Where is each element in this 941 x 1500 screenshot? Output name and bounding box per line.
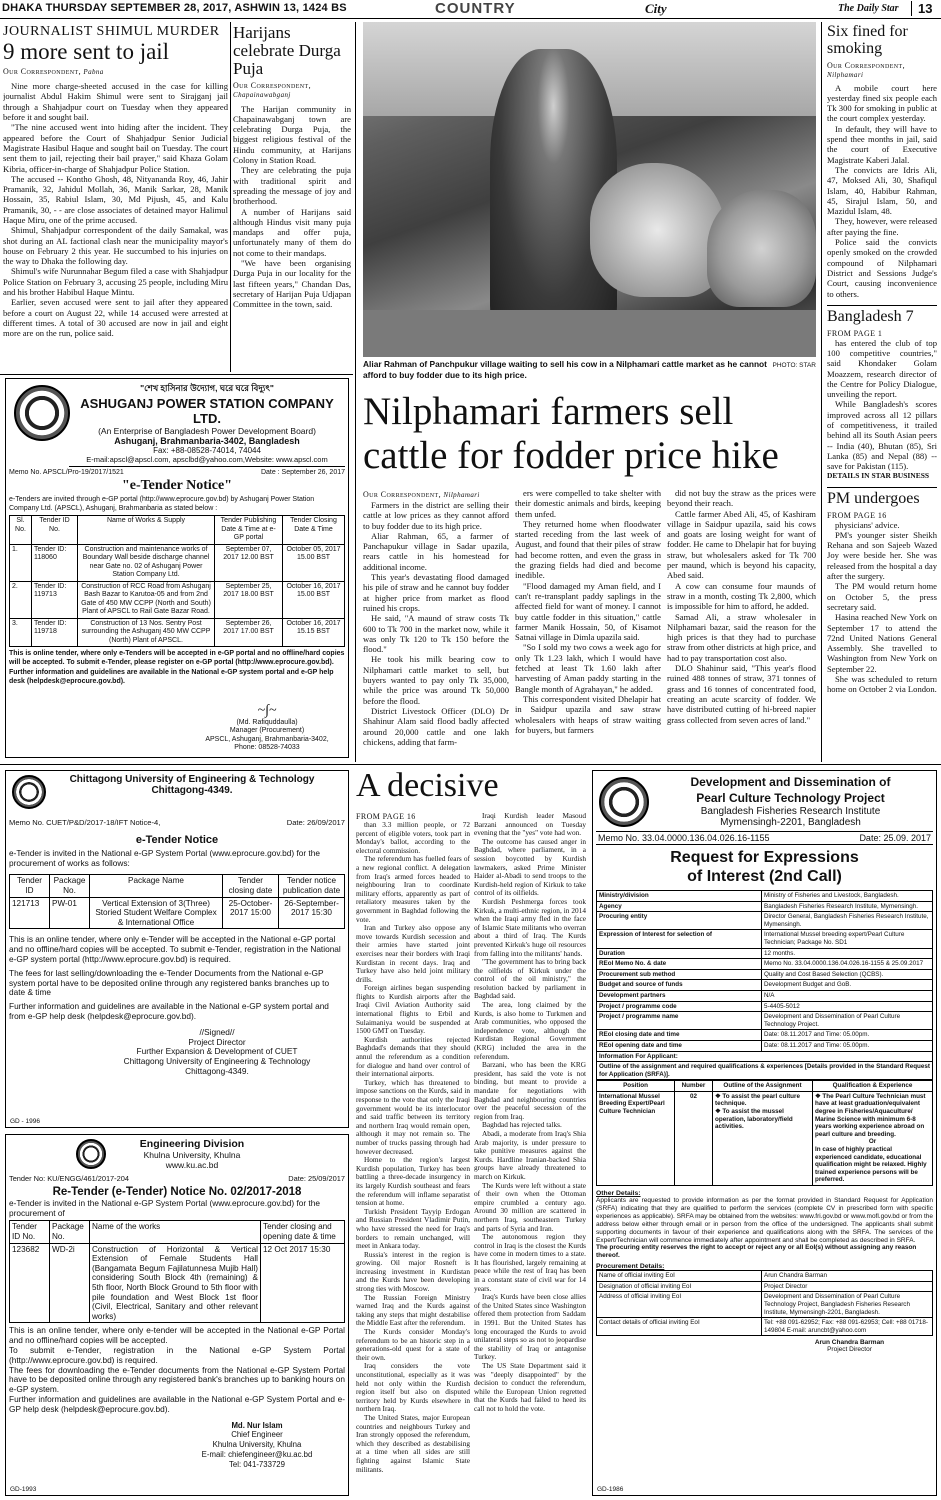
photo-caption: PHOTO: STAR Aliar Rahman of Panchpukur village waiting to sell his cow in a Nilphamari cattle market as he cannot afford to buy fodder due to its high price. bbox=[363, 359, 816, 380]
notice-para: Further information and guidelines are available in the National e-GP system portal and from e-GP help desk (helpdesk@eprocure.gov.bd). bbox=[9, 1001, 329, 1021]
subsection-name: City bbox=[645, 1, 667, 16]
notice-note: Further information and guidelines are available in the National e-GP system portal and e-GP help desk (helpdesk@eprocure.gov.bd). bbox=[9, 669, 334, 685]
notice-title: Re-Tender (e-Tender) Notice No. 02/2017-2018 bbox=[52, 1185, 302, 1198]
company-email: E-mail:apscl@apscl.com, apsclbd@yahoo.com,Website: www.apscl.com bbox=[69, 455, 345, 467]
procurement-table bbox=[596, 1270, 933, 1336]
org-city: Chittagong-4349. bbox=[151, 785, 233, 796]
notice-title: "e-Tender Notice" bbox=[121, 478, 233, 493]
story-headline: A decisive bbox=[356, 768, 499, 804]
apscl-logo-icon bbox=[14, 385, 70, 441]
ad-slogan: "শেখ হাসিনার উদ্যোগ, ঘরে ঘরে বিদ্যুৎ" bbox=[140, 383, 274, 393]
notice-para: The fees for last selling/downloading the e-Tender Documents from the National e-GP system portal have to be deposited online through any registered banks branches up to date & time bbox=[9, 967, 330, 998]
story-body: Nine more charge-sheeted accused in the case for killing journalist Abdul Hakim Shimul were sent to Sirajganj jail through a Shahjadpur court on Tuesday when they appeared before it and sought bail. "The nine accused went into hiding after the incident. They appeared before the Court of Shahjadpur Senior Judicial Magistrate Hasibul Haque and sought bail on Tuesday. The court sent them to jail, rejecting their bail prayer," said Khaza Golam Kibria, officer-in-charge of Shahjadpur Police Station. The accused -- Kontho Ghosh, 48, Nityananda Roy, 46, Jahir Pramanik, 32, Jahidul Mollah, 36, Manik Sarkar, 28, Manik Hossain, 35, Rabiul Islam, 30, Md Pijush, 45, and Kalu Pramanik, 30, - - are close associates of detained mayor Halimul Haque Miru, one of the prime accused. Shimul, Shahjadpur correspondent of the daily Samakal, was shot during an AL factional clash near the municipality mayor's house on February 2 this year. He succumbed to his injuries on the way to Dhaka the following day. Shimul's wife Nurunnahar Begum filed a case with Shahjadpur Police Station on February 3, accusing 25 people, including Miru and his brother Habibul Haque Mintu. Earlier, seven accused were sent to jail after they appeared before a court on August 22, while 14 accused were arrested at different times. A total of 30 accused are now in jail and eight more are on the run, police said. bbox=[3, 81, 228, 339]
story-body: The Harijan community in Chapainawabganj town are celebrating Durga Puja, the biggest religious festival of the Hindu community, at Harijans Colony in Station Road. They are celebrating the puja with traditional spirit and spreading the message of joy and brotherhood. A number of Harijans said although Hindus visit many puja mandaps and offer puja, unfortunately many of them do not come to their mandaps. "We have been organising Durga Puja in our locality for the last fifteen years," Chandan Das, secretary of Harijan Puja Udjapan Committee in the town, said. bbox=[233, 103, 351, 310]
story-kicker: JOURNALIST SHIMUL MURDER bbox=[3, 24, 220, 39]
notice-para: This is an online tender, where only e-Tender will be accepted in the National e-GP portal and no offline/hard copies will be accepted. To submit e-Tender, registration in the National e-GP system portal (http://www.eprocure.gov.bd) is required. bbox=[9, 934, 341, 964]
cattle-market-photo bbox=[363, 22, 816, 357]
table-row: International Mussel Breeding Expert/Pearl Culture Technician 02 ❖ To assist the pearl culture technique. ❖ To assist the mussel operation, laboratory/field activities. ❖ The Pearl Culture Technician must have at least graduation/equivalent degree in Fisheries/Aquaculture/ Marine Science with minimum 6-8 years working experience abroad on pearl culture and breeding. Or In case of highly practical experienced candidate, educational qualification might be relaxed. Highly trained experience persons will be preferred. bbox=[597, 1091, 933, 1185]
ku-logo-icon bbox=[76, 1139, 106, 1169]
signature-block: Md. Nur Islam Chief Engineer Khulna University, Khulna E-mail: chiefengineer@ku.ac.bd Tel: 041-733729 bbox=[201, 1420, 313, 1469]
story-headline: Bangladesh 7 bbox=[827, 307, 914, 325]
company-address: Ashuganj, Brahmanbaria-3402, Bangladesh bbox=[114, 436, 300, 446]
from-page: FROM PAGE 1 bbox=[827, 328, 883, 338]
story-headline: 9 more sent to jail bbox=[3, 39, 170, 64]
main-headline: Nilphamari farmers sell cattle for fodder price hike bbox=[363, 390, 779, 477]
cuet-logo-icon bbox=[12, 775, 46, 809]
table-row: Contact details of official inviting EoI Tel: +88 091-62952; Fax: +88 091-62953; Cell: +88 01718-149804 E-mail: aruncbt@yahoo.com bbox=[597, 1318, 933, 1336]
table-row: Project / programme name Development and Dissemination of Pearl Culture Technology Project. bbox=[597, 1012, 933, 1030]
main-story-col1: Farmers in the district are selling their cattle at low prices as they cannot afford to buy fodder due to its high price. Aliar Rahman, 65, a farmer of Panchapukur village in Sadar upazila, rears cattle in his homestead for additional income. This year's devastating flood damaged his pile of straw and he cannot buy fodder at higher price from market as flood ruined his crops. He said, "A maund of straw costs Tk 600 to Tk 700 in the market now, while it was only Tk 120 to Tk 150 before the flood." He took his milk bearing cow to Nilphamari cattle market to sell, but buyers wanted to pay only Tk 35,000, while the price was around Tk 50,000 before the flood. District Livestock Officer (DLO) Dr Shahinur Alam said flood badly affected around 20,000 cattle and one lakh chickens, adding that farm- bbox=[363, 500, 509, 747]
table-row: Address of official inviting EoI Development and Dissemination of Pearl Culture Technology Project, Bangladesh Fisheries Research Institute, Mymensingh-2201, Bangladesh. bbox=[597, 1292, 933, 1318]
table-row: Name of official inviting EoI Arun Chandra Barman bbox=[597, 1271, 933, 1282]
story-body: than 3.3 million people, or 72 percent of eligible voters, took part in Monday's ballot, according to the electoral commission. The referendum has fuelled fears of a new regional conflict. A delegation from Iraq's armed forces headed to neighbouring Iran to coordinate military efforts, apparently as part of retaliatory measures taken by the government in Baghdad following the vote. Iran and Turkey also oppose any move towards Kurdish secession and their armies have started joint exercises near their borders with Iraqi Kurdistan in recent days. Iraq and Turkey have also held joint military drills. Foreign airlines began suspending flights to Kurdish airports after the Iraqi Civil Aviation Authority said international flights to Erbil and Sulaimaniya would be suspended at 1500 GMT on Tuesday. Kurdish authorities rejected Baghdad's demands that they should annul the referendum as a condition for dialogue and hand over control of their international airports. Turkey, which has threatened to impose sanctions on the Kurds, said in response to the vote that only the Iraqi government would be its interlocutor and said traffic between its territory and northern Iraq would remain open, although it may not remain so. The number of trucks passing through had however decreased. Home to the region's largest Kurdish population, Turkey has been battling a three-decade insurgency in its largely Kurdish southeast and fears the referendum will inflame separatist tension at home. Turkish President Tayyip Erdogan and Russian President Vladimir Putin, who have stressed the need for Iraq's borders to remain unchanged, will meet in Ankara today. Russia's interest in the region is growing. Oil major Rosneft is increasing investment in Kurdistan and the Kurds have been developing strong ties with Moscow. The Russian Foreign Ministry warned Iraq and the Kurds against taking any steps that might destabilise the Middle East after the referendum. The Kurds consider Monday's referendum to be an historic step in a generations-old quest for a state of their own. Iraq considers the vote unconstitutional, especially as it was held not only within the Kurdish region itself but also on disputed territory held by Kurds elsewhere in northern Iraq. The United States, major European countries and neighbours Turkey and Iran strongly opposed the referendum, which they described as destabilising at a time when all sides are still fighting against Islamic State militants. bbox=[356, 820, 470, 1474]
org-name: Chittagong University of Engineering & Technology bbox=[69, 774, 315, 785]
details-link[interactable]: DETAILS IN STAR BUSINESS bbox=[827, 471, 930, 481]
story-headline: PM undergoes bbox=[827, 489, 920, 507]
right-column bbox=[827, 24, 937, 762]
org-web: www.ku.ac.bd bbox=[165, 1160, 219, 1170]
decisive-col1 bbox=[356, 812, 470, 1497]
story-body: Iraqi Kurdish leader Masoud Barzani announced on Tuesday evening that the "yes" vote had won. The outcome has caused anger in Baghdad, where parliament, in a session boycotted by Kurdish lawmakers, asked Prime Minister Haider al-Abadi to send troops to the Kurdish-held region of Kirkuk to take control of its oilfields. Kurdish Peshmerga forces took Kirkuk, a multi-ethnic region, in 2014 when the Iraqi army fled in the face of Islamic State militants who overran about a third of Iraq. The Kurds prevented Kirkuk's huge oil resources from falling into the militants' hands. "The government has to bring back the oilfields of Kirkuk under the control of the oil ministry," the resolution backed by parliament in Baghdad said. The area, long claimed by the Kurds, is also home to Turkmen and Arab communities, who opposed the independence vote, although the Kurdistan Regional Government (KRG) included the area in the referendum. Barzani, who has been the KRG president, has said the vote is not binding, but meant to provide a mandate for negotiations with Baghdad and neighbouring countries over the peaceful secession of the region from Iraq. Baghdad has rejected talks. Abadi, a moderate from Iraq's Shia Arab majority, is under pressure to take punitive measures against the Kurds. Hardline Iranian-backed Shia groups have already threatened to march on Kirkuk. The Kurds were left without a state of their own when the Ottoman empire crumbled a century ago. Around 30 million are scattered in northern Iraq, southeastern Turkey and parts of Syria and Iran. The autonomous region they control in Iraq is the closest the Kurds have come in modern times to a state. It has flourished, largely remaining at peace while the rest of Iraq has been in a constant state of civil war for 14 years. Iraq's Kurds have been close allies of the United States since Washington offered them protection from Saddam in 1991. But the United States has long encouraged the Kurds to avoid unilateral steps so as not to jeopardise the stability of Iraq or antagonise Turkey. The US State Department said it was "deeply disappointed" by the decision to conduct the referendum, while the European Union regretted that the Kurds had failed to heed its call not to hold the vote. bbox=[474, 812, 586, 1413]
table-row: 3. Tender ID: 119718 Construction of 13 Nos. Sentry Post surrounding the Ashuganj 450 MW CCPP (North) Plant of APSCL. September 26, 2017 17.00 BST October 16, 2017 15.15 BST bbox=[10, 618, 345, 647]
memo-line: Memo No. APSCL/Pro-19/2017/1521 Date : September 26, 2017 bbox=[9, 469, 345, 476]
table-row: 2. Tender ID: 119713 Construction of RCC Road from Ashuganj Bash Bazar to Karutoa-05 and from 2nd Gate of 450 MW CCPP (North and South) Plant of APSCL to Rail Gate Bazar Road. September 25, 2017 18.00 BST October 16, 2017 15.00 BST bbox=[10, 581, 345, 618]
from-page: FROM PAGE 16 bbox=[827, 510, 887, 520]
tender-table: Sl. No. Tender ID No. Name of Works & Supply Tender Publishing Date & Time at e-GP portal Tender Closing Date & Time 1. Tender ID: 118060 Construction and maintenance works of Boundary Wall beside discharge channel near Gate no. 02 of Ashuganj Power Station Company Ltd. September 07, 2017 12.00 BST October 05, 2017 15.00 BST 2. Tender ID: 119713 Construction of RCC Road from Ashuganj Bash Bazar to Karutoa-05 and from 2nd Gate of 450 MW CCPP (North and South) Plant of APSCL to Rail Gate Bazar Road. September 25, 2017 18.00 BST October 16, 2017 15.00 BST 3. Tender ID: 119718 Construction of 13 Nos. Sentry Post surrounding the Ashuganj 450 MW CCPP (North) Plant of APSCL. September 26, 2017 17.00 BST October 16, 2017 15.15 BST bbox=[9, 515, 345, 647]
procurement-details-title: Procurement Details: bbox=[596, 1263, 665, 1271]
memo-line: Memo No. CUET/P&D/2017-18/IFT Notice-4, Date: 26/09/2017 bbox=[9, 818, 345, 827]
story-headline: Six fined for smoking bbox=[827, 24, 908, 57]
org-sub: Khulna University, Khulna bbox=[143, 1150, 241, 1160]
institute-address: Mymensingh-2201, Bangladesh bbox=[720, 817, 861, 828]
ad-code: GD-1993 bbox=[10, 1486, 37, 1493]
main-story-col3: did not buy the straw as the prices were beyond their reach. Cattle farmer Abed Ali, 45, of Kashiram village in Saidpur upazila, said his cows and goats are losing weight for want of fodder. He came to Dhelapir hat for buying straw, but wholesalers asked for Tk 700 per maund, which is beyond his capacity, Abed said. A cow can consume four maunds of straw in a month, costing Tk 2,800, which is impossible for him to afford, he added. Samad Ali, a straw wholesaler in Nilphamari bazar, said the reason for the high prices is that they had to purchase straw from other districts at high price, and had to pay transportation cost also. DLO Shahinur said, "This year's flood ruined 488 tonnes of straw, 371 tonnes of grass and 16 tonnes of concentrated food, creating an acute scarcity of fodder. We have distributed cutting of hi-breed napier grass collected from seven acres of land." bbox=[667, 488, 816, 725]
table-row: Procurement sub method Quality and Cost Based Selection (QCBS). bbox=[597, 969, 933, 980]
byline: Our Correspondent, Nilphamari bbox=[363, 490, 480, 499]
tender-table: Tender ID Package No. Package Name Tender closing date Tender notice publication date 121713 PW-01 Vertical Extension of 3(Three) Storied Student Welfare Complex & International Office 25-October-2017 15:00 26-September-2017 15:30 bbox=[9, 874, 345, 929]
other-details-title: Other Details: bbox=[596, 1190, 641, 1197]
table-row: Designation of official inviting EoI Project Director bbox=[597, 1281, 933, 1292]
ad-ku bbox=[5, 1134, 349, 1496]
company-name: ASHUGANJ POWER STATION COMPANY LTD. bbox=[80, 396, 334, 426]
other-details-body: Applicants are requested to provide information as per the format provided in Standard Request for Application (SRFA) indicating that they are qualified to perform the services (complete CV in prescribed form with specific experiences as applicable). SRFA may be obtained from the websites: www.fri.gov.bd or www.mofl.gov.bd or from the address below either through email or in person from the office of the undersigned. The applicants shall submit supporting documents in favour of their experience and qualifications along with the SRFA. The services of the Expert/Technician will commence immediately after appointment and shall be completed as described in SRFA. bbox=[596, 1197, 933, 1244]
company-fax: Fax: +88-08528-74014, 74044 bbox=[153, 446, 261, 455]
byline: Our Correspondent, Chapainawabganj bbox=[233, 80, 311, 99]
signature-block: ~∫~ (Md. Rafiquddaulla) Manager (Procurement) APSCL, Ashuganj, Brahmanbaria-3402, Phone: 08528-74033 bbox=[189, 703, 345, 753]
memo-line: Memo No. 33.04.0000.136.04.026.16-1155 Date: 25.09. 2017 bbox=[598, 833, 931, 843]
notice-intro: e-Tender is invited in the National e-GP System Portal (www.eprocure.gov.bd) for the procurement of works as follows: bbox=[9, 847, 320, 868]
story-harijans bbox=[233, 24, 351, 370]
table-row: REoI Memo No. & date Memo No. 33.04.0000.136.04.026.16-1155 & 25.09.2017 bbox=[597, 959, 933, 970]
ad-pearl bbox=[592, 770, 937, 1496]
ad-apscl bbox=[5, 378, 349, 758]
notice-para: This is an online tender, where only e-tender will be accepted in the National e-GP Portal and no offline/hard copies will be accepted. bbox=[9, 1325, 345, 1346]
section-name: COUNTRY bbox=[435, 0, 516, 17]
photo-credit: PHOTO: STAR bbox=[772, 362, 816, 369]
notice-para: To submit e-Tender, registration in the National e-GP System Portal (http://www.eprocure.gov.bd) is required. bbox=[9, 1344, 345, 1365]
byline: Our Correspondent, Pabna bbox=[3, 67, 104, 77]
story-body-pm: physicians' advice. PM's younger sister Sheikh Rehana and son Sajeeb Wazed Joy were beside her. She was released from the hospital a day after the surgery. The PM would return home on October 5, the press secretary said. Hasina reached New York on September 17 to attend the 72nd United Nations General Assembly. She travelled to Washington from New York on September 22. She was scheduled to return home on October 2 via London. bbox=[827, 519, 937, 695]
qualification-table: Position Number Outline of the Assignment Qualification & Experience International Mussel Breeding Expert/Pearl Culture Technician 02 ❖ To assist the pearl culture technique. ❖ To assist the mussel operation, laboratory/field activities. ❖ The Pearl Culture Technician must have at least graduation/equivalent degree in Fisheries/Aquaculture/ Marine Science with minimum 6-8 years working experience abroad on pearl culture and breeding. Or In case of highly practical experienced candidate, educational qualification might be relaxed. Highly trained experience persons will be preferred. bbox=[596, 1080, 933, 1186]
signature-block: Arun Chandra Barman Project Director bbox=[814, 1339, 885, 1354]
decisive-col2 bbox=[474, 812, 586, 1497]
project-title: Development and Dissemination of Pearl Culture Technology Project bbox=[690, 775, 891, 805]
table-row: REoI opening date and time Date: 08.11.2017 and Time: 05.00pm. bbox=[597, 1040, 933, 1051]
rights-reserved: The procuring entity reserves the right to accept or reject any or all EoI(s) without assigning any reason thereof. bbox=[596, 1244, 917, 1260]
main-story-col2: ers were compelled to take shelter with their domestic animals and birds, keeping them unfed. They returned home when floodwater started receding from the last week of August, and found that their piles of straw had become rotten, and even the grass in the grazing fields had died and become inedible. "Flood damaged my Aman field, and I can't re-transplant paddy saplings in the affected field for want of money. I cannot buy cattle fodder in this situation," cattle farmer Manik Hossain, 50, of Kisamot Satnai village in Dimla upazila said. "So I sold my two cows a week ago for only Tk 1.23 lakh, which I would have fetched at least Tk 1.60 lakh after harvesting of Aman paddy starting in the Bangle month of Agrahayan," he added. This correspondent visited Dhelapir hat in Saidpur upazila and saw straw wholesalers with heaps of straw waiting for buyers, but farmers bbox=[515, 488, 661, 735]
table-row: Procuring entity Director General, Bangladesh Fisheries Research Institute, Mymensingh. bbox=[597, 912, 933, 930]
story-body-smoking: A mobile court here yesterday fined six people each Tk 300 for smoking in public at the court complex yesterday. In default, they will have to spend thee months in jail, said the court of Executive Magistrate Kaberi Jalal. The convicts are Idris Ali, 47, Moksed Ali, 30, Shafiqul Islam, 40, Habibur Rahman, 45, Sirajul Islam, 50, and Mazidul Islam, 48. They, however, were released after paying the fine. Police said the convicts openly smoked on the crowded compound of Nilphamari District and Sessions Judge's Court, causing inconvenience to others. bbox=[827, 82, 937, 299]
story-headline: Harijans celebrate Durga Puja bbox=[233, 24, 341, 78]
masthead bbox=[0, 0, 941, 19]
table-row: 123682 WD-2i Construction of Horizontal & Vertical Extension of Female Students Hall (Bangamata Begum Fajilatunnesa Mujib Hall) considering South Block 4th (remaining) & 5th floor, North Block Ground to 5th floor with pile foundation and West Block 1st floor (Civil, Electrical, Sanitary and other relevant works) 12 Oct 2017 15:30 bbox=[10, 1243, 345, 1323]
table-row: Agency Bangladesh Fisheries Research Institute, Mymensingh. bbox=[597, 901, 933, 912]
ad-code: GD - 1996 bbox=[10, 1118, 40, 1125]
table-row: Duration 12 months. bbox=[597, 948, 933, 959]
page-number: 13 bbox=[911, 1, 932, 16]
table-row: 121713 PW-01 Vertical Extension of 3(Three) Storied Student Welfare Complex & International Office 25-October-2017 15:00 26-September-2017 15:30 bbox=[10, 897, 345, 929]
institute-name: Bangladesh Fisheries Research Institute bbox=[700, 806, 881, 817]
signature-mark: ~∫~ bbox=[257, 702, 277, 718]
story-shimul bbox=[3, 24, 228, 370]
table-row: Ministry/division Ministry of Fisheries and Livestock, Bangladesh. bbox=[597, 891, 933, 902]
table-row: Project / programme code 5-4405-5012 bbox=[597, 1001, 933, 1012]
rfe-title: Request for Expressions of Interest (2nd Call) bbox=[670, 849, 859, 885]
from-page: FROM PAGE 16 bbox=[356, 812, 416, 821]
org-name: Engineering Division bbox=[139, 1138, 245, 1150]
memo-line: Tender No: KU/ENGG/461/2017-204 Date: 25/09/2017 bbox=[9, 1174, 345, 1183]
table-row: Budget and source of funds Development Budget and GoB. bbox=[597, 980, 933, 991]
notice-para: The fees for downloading the e-Tender documents from the National e-GP System Portal have to be deposited online through any registered bank's branches up to banking hours on e-GP system. bbox=[9, 1364, 345, 1395]
tender-table: Tender ID No. Package No. Name of the works Tender closing and opening date & time 123682 WD-2i Construction of Horizontal & Vertical Extension of Female Students Hall (Bangamata Begum Fajilatunnesa Mujib Hall) considering South Block 4th (remaining) & 5th floor, North Block Ground to 5th floor with pile foundation and West Block 1st floor (Civil, Electrical, Sanitary and other relevant works) 12 Oct 2017 15:30 bbox=[9, 1220, 345, 1323]
table-row: 1. Tender ID: 118060 Construction and maintenance works of Boundary Wall beside discharge channel near Gate no. 02 of Ashuganj Power Station Company Ltd. September 07, 2017 12.00 BST October 05, 2017 15.00 BST bbox=[10, 544, 345, 581]
signature-block: //Signed// Project Director Further Expansion & Development of CUET Chittagong University of Engineering & Technology Chittagong-4349. bbox=[123, 1026, 311, 1076]
notice-intro: e-Tenders are invited through e-GP portal (http://www.eprocure.gov.bd) by Ashuganj Power Station Company Ltd. (APSCL), Ashuganj, Brahmanbaria as stated below : bbox=[9, 496, 315, 512]
table-row: Expression of Interest for selection of International Mussel breeding expert/Pearl Culture Technician; Package No. SD1 bbox=[597, 930, 933, 948]
story-body-bd7: has entered the club of top 100 competitive countries," said Khondaker Golam Moazzem, research director of the Centre for Policy Dialogue, unveiling the report. While Bangladesh's scores improved across all 12 pillars of competitiveness, it trailed behind all its South Asian peers -- India (40), Bhutan (85), Sri Lanka (85) and Nepal (88) -- save for Pakistan (115). DETAILS IN STAR BUSINESS bbox=[827, 337, 937, 481]
rfe-table: Ministry/division Ministry of Fisheries and Livestock, Bangladesh. Agency Bangladesh Fisheries Research Institute, Mymensingh. Procuring entity Director General, Bangladesh Fisheries Research Institute, Mymensingh. Expression of Interest for selection of International Mussel breeding expert/Pearl Culture Technician; Package No. SD1 Duration 12 months. REoI Memo No. & date Memo No. 33.04.0000.136.04.026.16-1155 & 25.09.2017 Procurement sub method Quality and Cost Based Selection (QCBS). Budget and source of funds Development Budget and GoB. Development partners N/A Project / programme code 5-4405-5012 Project / programme name Development and Dissemination of Pearl Culture Technology Project. REoI closing date and time Date: 08.11.2017 and Time: 05.00pm. REoI opening date and time Date: 08.11.2017 and Time: 05.00pm. Information For Applicant: Outline of the assignment and required qualifications & experiences [Details provided in the Standard Request for Application (SRFA)]. bbox=[596, 890, 933, 1080]
notice-para: Further information and guidelines are available in the National e-GP System Portal and e-GP help desk (helpdesk@eprocure.gov.bd). bbox=[9, 1393, 345, 1414]
table-row: Development partners N/A bbox=[597, 990, 933, 1001]
ad-cuet bbox=[5, 770, 349, 1128]
bfri-logo-icon bbox=[599, 777, 649, 827]
dateline: DHAKA THURSDAY SEPTEMBER 28, 2017, ASHWIN 13, 1424 BS bbox=[2, 2, 347, 14]
company-sub: (An Enterprise of Bangladesh Power Development Board) bbox=[98, 426, 316, 436]
byline: Our Correspondent, Nilphamari bbox=[827, 60, 905, 79]
notice-note: This is online tender, where only e-Tenders will be accepted in e-GP portal and no offline/hard copies will be accepted. To submit e-Tender, please register on e-GP portal (http://www.eprocure.gov.bd). bbox=[9, 650, 345, 666]
newspaper-logo: The Daily Star bbox=[838, 3, 899, 14]
ad-code: GD-1986 bbox=[597, 1486, 624, 1493]
bullet-item: ❖ To assist the mussel operation, laboratory/field activities. bbox=[715, 1108, 793, 1131]
notice-intro: e-Tender is invited in the National e-GP System Portal (www.eprocure.gov.bd) for the procurement of bbox=[9, 1197, 320, 1218]
bullet-item: ❖ To assist the pearl culture technique. bbox=[715, 1092, 800, 1108]
table-row: REoI closing date and time Date: 08.11.2017 and Time: 05.00pm. bbox=[597, 1030, 933, 1041]
notice-title: e-Tender Notice bbox=[135, 833, 219, 846]
